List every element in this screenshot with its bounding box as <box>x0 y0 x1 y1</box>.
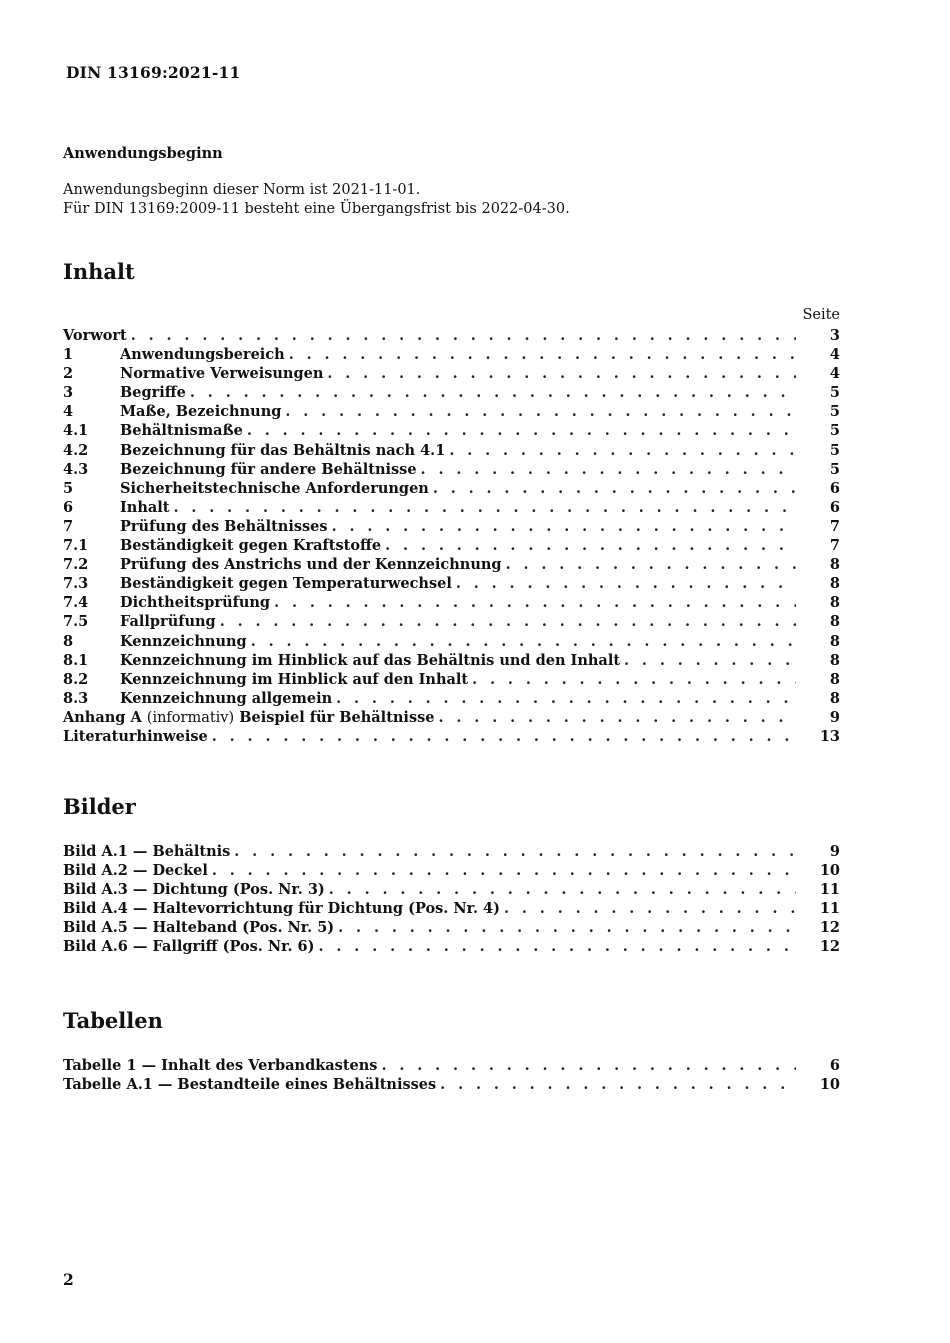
toc-entry-number: 7.5 <box>63 613 89 631</box>
leader-dots <box>332 517 796 536</box>
toc-entry-page: 3 <box>829 327 840 344</box>
toc-entry-page: 5 <box>829 441 840 459</box>
leader-dots <box>247 421 796 440</box>
toc-entry-title: Kennzeichnung im Hinblick auf den Inhalt <box>120 670 469 688</box>
leader-dots <box>456 574 796 593</box>
toc-entry-number: 4.1 <box>63 422 89 440</box>
toc-entry-number: 2 <box>63 365 74 383</box>
toc-entry-page: 8 <box>829 556 840 574</box>
toc-entry-title: Literaturhinweise <box>63 727 208 745</box>
toc-entry[interactable] <box>63 536 840 555</box>
toc-entry[interactable] <box>63 498 840 517</box>
toc-entry-number: 8 <box>63 632 74 650</box>
toc-entry-number: 3 <box>63 384 74 402</box>
toc-entry[interactable] <box>63 421 840 440</box>
toc-entry[interactable] <box>63 517 840 536</box>
leader-dots <box>251 632 796 651</box>
figure-entry[interactable] <box>63 937 840 956</box>
toc-entry-number: 8.1 <box>63 651 89 669</box>
figure-entry-page: 9 <box>829 843 840 860</box>
leader-dots <box>131 326 796 345</box>
table-entry-title: Tabelle 1 — Inhalt des Verbandkastens <box>63 1057 378 1074</box>
toc-entry-page: 5 <box>829 403 840 421</box>
toc-entry-page: 13 <box>819 727 840 745</box>
toc-entry-title: Maße, Bezeichnung <box>120 403 282 421</box>
toc-entry-number: 5 <box>63 479 74 497</box>
toc-entry-title: Inhalt <box>120 498 170 516</box>
toc-entry-number: 7.3 <box>63 575 89 593</box>
toc-entry-page: 4 <box>829 365 840 383</box>
toc-entry-number: 7.2 <box>63 556 89 574</box>
toc-entry-page: 5 <box>829 384 840 402</box>
toc-entry-page: 8 <box>829 651 840 669</box>
toc-entry-number: 7 <box>63 517 74 535</box>
toc-entry-title: Bezeichnung für andere Behältnisse <box>120 460 417 478</box>
leader-dots <box>421 460 796 479</box>
toc-entry-number: 8.2 <box>63 670 89 688</box>
document-identifier: DIN 13169:2021-11 <box>66 63 241 82</box>
toc-entry[interactable] <box>63 593 840 612</box>
toc-entry[interactable] <box>63 689 840 708</box>
toc-entry[interactable] <box>63 402 840 421</box>
toc-annex-title <box>63 708 439 728</box>
leader-dots <box>338 918 796 937</box>
toc-entry-page: 5 <box>829 422 840 440</box>
contents-heading: Inhalt <box>63 259 135 284</box>
toc-entry-title: Anwendungsbereich <box>120 346 285 364</box>
figure-entry-title: Bild A.4 — Haltevorrichtung für Dichtung (Pos. Nr. 4) <box>63 900 500 918</box>
toc-entry-title: Begriffe <box>120 384 186 402</box>
leader-dots <box>385 536 796 555</box>
page-column-label: Seite <box>802 307 840 323</box>
figure-entry[interactable] <box>63 899 840 918</box>
figure-entry-page: 11 <box>819 881 840 899</box>
toc-entry-page: 8 <box>829 594 840 612</box>
toc-entry[interactable] <box>63 383 840 402</box>
toc-entry-page: 8 <box>829 689 840 707</box>
toc-entry-title: Kennzeichnung <box>120 632 247 650</box>
toc-entry-number: 8.3 <box>63 689 89 707</box>
leader-dots <box>439 708 797 727</box>
list-of-tables <box>63 1056 840 1094</box>
leader-dots <box>624 651 796 670</box>
figure-entry-page: 12 <box>819 919 840 937</box>
toc-entry-number: 1 <box>63 346 74 364</box>
toc-entry-title: Dichtheitsprüfung <box>120 594 271 612</box>
annex-prefix: Anhang A <box>63 708 142 726</box>
figure-entry-title: Bild A.3 — Dichtung (Pos. Nr. 3) <box>63 881 325 899</box>
toc-entry-page: 5 <box>829 460 840 478</box>
toc-entry-title: Sicherheitstechnische Anforderungen <box>120 479 429 497</box>
toc-entry-title: Behältnismaße <box>120 422 243 440</box>
leader-dots <box>274 593 796 612</box>
toc-entry[interactable] <box>63 632 840 651</box>
toc-entry[interactable] <box>63 479 840 498</box>
toc-entry-page: 4 <box>829 346 840 364</box>
toc-entry-title: Kennzeichnung im Hinblick auf das Behältnis und den Inhalt <box>120 651 621 669</box>
leader-dots <box>173 498 796 517</box>
figure-entry-title: Bild A.2 — Deckel <box>63 862 208 880</box>
toc-entry-foreword[interactable] <box>63 326 840 345</box>
table-entry[interactable] <box>63 1075 840 1094</box>
toc-entry-page: 7 <box>829 517 840 535</box>
toc-entry[interactable] <box>63 651 840 670</box>
toc-entry[interactable] <box>63 555 840 574</box>
table-entry-page: 10 <box>819 1076 840 1094</box>
leader-dots <box>433 479 796 498</box>
page-number: 2 <box>63 1270 74 1289</box>
toc-entry-number: 4 <box>63 403 74 421</box>
toc-entry-title: Bezeichnung für das Behältnis nach 4.1 <box>120 441 446 459</box>
toc-entry[interactable] <box>63 574 840 593</box>
leader-dots <box>327 364 796 383</box>
toc-entry-title: Beständigkeit gegen Kraftstoffe <box>120 537 382 555</box>
leader-dots <box>329 880 796 899</box>
leader-dots <box>472 670 796 689</box>
toc-entry-title: Beständigkeit gegen Temperaturwechsel <box>120 575 452 593</box>
table-entry[interactable] <box>63 1056 840 1075</box>
annex-title: Beispiel für Behältnisse <box>239 708 435 726</box>
figure-entry[interactable] <box>63 880 840 899</box>
tables-heading: Tabellen <box>63 1008 163 1033</box>
annex-note: (informativ) <box>146 709 235 726</box>
anwendungsbeginn-text-1: Anwendungsbeginn dieser Norm ist 2021-11-01. <box>63 182 421 198</box>
leader-dots <box>220 612 796 631</box>
toc-entry-number: 4.3 <box>63 460 89 478</box>
toc-entry[interactable] <box>63 345 840 364</box>
toc-entry[interactable] <box>63 364 840 383</box>
figure-entry-title: Bild A.5 — Halteband (Pos. Nr. 5) <box>63 919 335 937</box>
figure-entry[interactable] <box>63 842 840 861</box>
leader-dots <box>234 842 796 861</box>
leader-dots <box>506 555 796 574</box>
toc-entry-title: Prüfung des Anstrichs und der Kennzeichnung <box>120 556 502 574</box>
figures-heading: Bilder <box>63 794 136 819</box>
leader-dots <box>190 383 796 402</box>
figure-entry-title: Bild A.6 — Fallgriff (Pos. Nr. 6) <box>63 938 315 956</box>
leader-dots <box>285 402 796 421</box>
table-entry-page: 6 <box>829 1057 840 1074</box>
leader-dots <box>336 689 796 708</box>
anwendungsbeginn-heading: Anwendungsbeginn <box>63 145 223 162</box>
leader-dots <box>440 1075 796 1094</box>
figure-entry-title: Bild A.1 — Behältnis <box>63 843 231 860</box>
toc-entry-page: 9 <box>829 708 840 726</box>
toc-entry-title: Vorwort <box>63 327 127 344</box>
figure-entry[interactable] <box>63 918 840 937</box>
toc-entry-page: 6 <box>829 498 840 516</box>
leader-dots <box>212 861 796 880</box>
leader-dots <box>504 899 796 918</box>
anwendungsbeginn-text-2: Für DIN 13169:2009-11 besteht eine Übergangsfrist bis 2022-04-30. <box>63 201 570 217</box>
leader-dots <box>319 937 796 956</box>
toc-entry-page: 8 <box>829 575 840 593</box>
leader-dots <box>449 441 796 460</box>
toc-entry-page: 8 <box>829 613 840 631</box>
toc-entry[interactable] <box>63 670 840 689</box>
toc-entry-title: Fallprüfung <box>120 613 216 631</box>
toc-entry-page: 8 <box>829 632 840 650</box>
figure-entry[interactable] <box>63 861 840 880</box>
toc-entry-page: 7 <box>829 537 840 555</box>
toc-entry-number: 7.4 <box>63 594 89 612</box>
list-of-figures <box>63 842 840 957</box>
toc-entry[interactable] <box>63 460 840 479</box>
table-entry-title: Tabelle A.1 — Bestandteile eines Behältnisses <box>63 1076 437 1094</box>
toc-entry[interactable] <box>63 441 840 460</box>
toc-entry-page: 8 <box>829 670 840 688</box>
toc-entry-page: 6 <box>829 479 840 497</box>
leader-dots <box>381 1056 796 1075</box>
toc-entry-title: Kennzeichnung allgemein <box>120 689 333 707</box>
toc-entry-literature[interactable] <box>63 727 840 746</box>
toc-entry-number: 4.2 <box>63 441 89 459</box>
toc-entry-annex[interactable] <box>63 708 840 727</box>
figure-entry-page: 11 <box>819 900 840 918</box>
toc-entry-number: 7.1 <box>63 537 89 555</box>
toc-entry-title: Normative Verweisungen <box>120 365 324 383</box>
leader-dots <box>289 345 796 364</box>
figure-entry-page: 10 <box>819 862 840 880</box>
table-of-contents <box>63 326 840 746</box>
figure-entry-page: 12 <box>819 938 840 956</box>
leader-dots <box>212 727 796 746</box>
toc-entry-title: Prüfung des Behältnisses <box>120 517 328 535</box>
toc-entry[interactable] <box>63 612 840 631</box>
toc-entry-number: 6 <box>63 498 74 516</box>
